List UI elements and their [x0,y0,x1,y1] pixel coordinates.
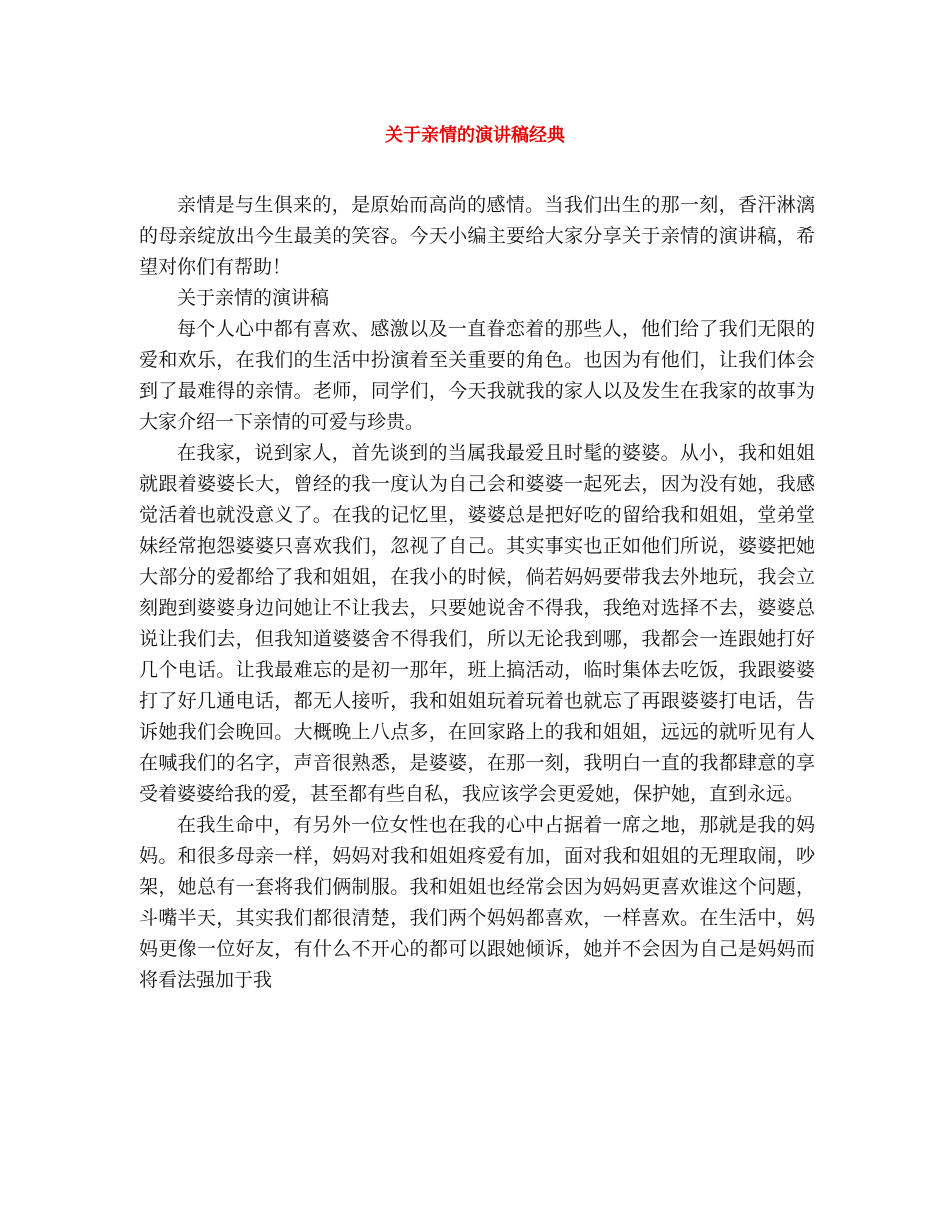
paragraph-1: 每个人心中都有喜欢、感激以及一直眷恋着的那些人，他们给了我们无限的爱和欢乐，在我们的生活中扮演着至关重要的角色。也因为有他们，让我们体会到了最难得的亲情。老师，同学们，今天我就我的家人以及发生在我家的故事为大家介绍一下亲情的可爱与珍贵。 [139,318,815,433]
paragraph-2: 在我家，说到家人，首先谈到的当属我最爱且时髦的婆婆。从小，我和姐姐就跟着婆婆长大，曾经的我一度认为自己会和婆婆一起死去，因为没有她，我感觉活着也就没意义了。在我的记忆里，婆婆总是把好吃的留给我和姐姐，堂弟堂妹经常抱怨婆婆只喜欢我们，忽视了自己。其实事实也正如他们所说，婆婆把她大部分的爱都给了我和姐姐，在我小的时候，倘若妈妈要带我去外地玩，我会立刻跑到婆婆身边问她让不让我去，只要她说舍不得我，我绝对选择不去，婆婆总说让我们去，但我知道婆婆舍不得我们，所以无论我到哪，我都会一连跟她打好几个电话。让我最难忘的是初一那年，班上搞活动，临时集体去吃饭，我跟婆婆打了好几通电话，都无人接听，我和姐姐玩着玩着也就忘了再跟婆婆打电话，告诉她我们会晚回。大概晚上八点多，在回家路上的我和姐姐，远远的就听见有人在喊我们的名字，声音很熟悉，是婆婆，在那一刻，我明白一直的我都肆意的享受着婆婆给我的爱，甚至都有些自私，我应该学会更爱她，保护她，直到永远。 [139,442,815,805]
paragraph-3: 在我生命中，有另外一位女性也在我的心中占据着一席之地，那就是我的妈妈。和很多母亲一样，妈妈对我和姐姐疼爱有加，面对我和姐姐的无理取闹，吵架，她总有一套将我们俩制服。我和姐姐也经常会因为妈妈更喜欢谁这个问题，斗嘴半天，其实我们都很清楚，我们两个妈妈都喜欢，一样喜欢。在生活中，妈妈更像一位好友，有什么不开心的都可以跟她倾诉，她并不会因为自己是妈妈而将看法强加于我 [139,814,815,991]
paragraph-intro: 亲情是与生俱来的，是原始而高尚的感情。当我们出生的那一刻，香汗淋漓的母亲绽放出今生最美的笑容。今天小编主要给大家分享关于亲情的演讲稿，希望对你们有帮助！ [139,194,815,278]
paragraph-subheading: 关于亲情的演讲稿 [177,287,330,309]
document-title: 关于亲情的演讲稿经典 [385,125,565,146]
document-body [139,190,815,996]
